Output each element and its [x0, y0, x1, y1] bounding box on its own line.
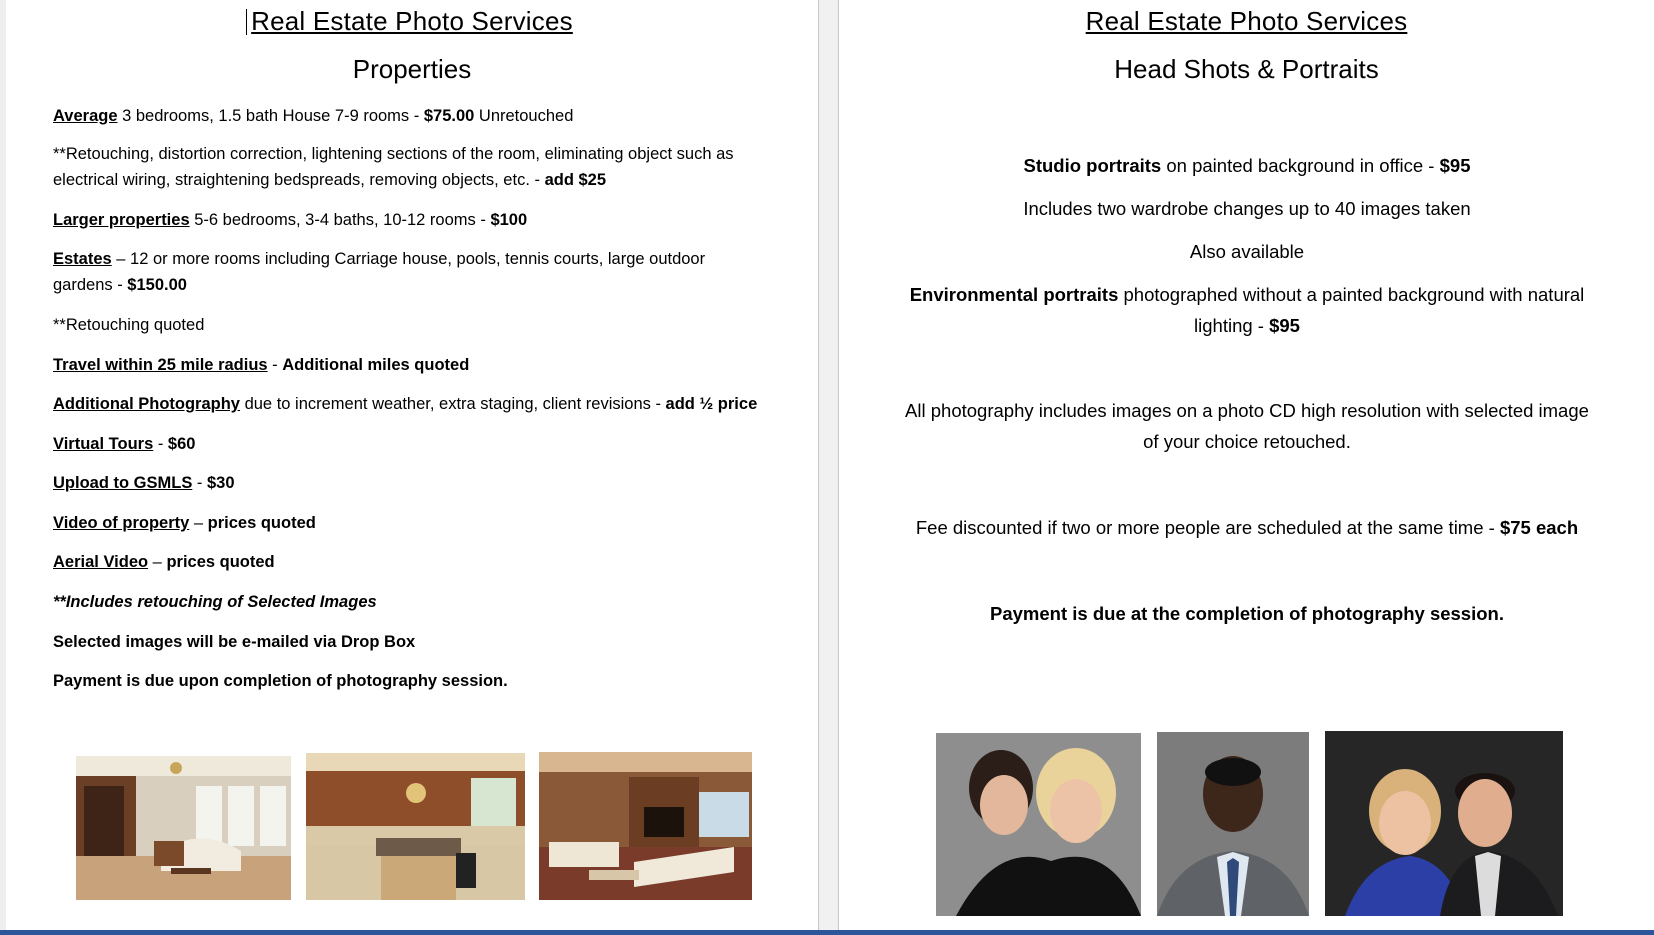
larger-properties-line: Larger properties 5-6 bedrooms, 3-4 baths, 10-12 rooms - $100: [53, 211, 528, 229]
includes-retouching-line: **Includes retouching of Selected Images: [53, 593, 377, 611]
page-subtitle: Properties: [352, 54, 472, 84]
page-subtitle: Head Shots & Portraits: [1114, 54, 1379, 84]
fee-discount-line: Fee discounted if two or more people are scheduled at the same time - $75 each: [915, 517, 1579, 538]
headshot-two-women-photo: [936, 733, 1141, 916]
wardrobe-line: Includes two wardrobe changes up to 40 images taken: [1023, 198, 1471, 219]
page-gap: [820, 0, 837, 932]
payment-line: Payment is due at the completion of photography session.: [990, 603, 1504, 624]
all-photography-line: All photography includes images on a photo CD high resolution with selected image of your choice retouched.: [905, 400, 1589, 452]
page-title: Real Estate Photo Services: [1085, 6, 1408, 36]
retouching-quoted-line: **Retouching quoted: [53, 316, 205, 334]
retouching-line: **Retouching, distortion correction, lightening sections of the room, eliminating object such as electrical wiring, straightening bedspreads, removing objects, etc. - add $25: [53, 145, 734, 189]
aerial-video-line: Aerial Video – prices quoted: [53, 553, 275, 571]
living-room-photo: [76, 756, 291, 900]
travel-line: Travel within 25 mile radius - Additional miles quoted: [53, 356, 470, 374]
document-page-headshots[interactable]: [838, 0, 1654, 932]
studio-portraits-line: Studio portraits on painted background in office - $95: [1023, 155, 1471, 176]
upload-gsmls-line: Upload to GSMLS - $30: [53, 474, 235, 492]
average-line: Average 3 bedrooms, 1.5 bath House 7-9 rooms - $75.00 Unretouched: [53, 107, 574, 125]
additional-photography-line: Additional Photography due to increment weather, extra staging, client revisions - add ½ price: [53, 395, 758, 413]
page-title: Real Estate Photo Services: [251, 6, 573, 36]
kitchen-photo: [306, 753, 525, 900]
virtual-tours-line: Virtual Tours - $60: [53, 435, 196, 453]
family-room-photo: [539, 752, 752, 900]
environmental-portraits-line: Environmental portraits photographed without a painted background with natural lighting - $95: [909, 284, 1585, 336]
also-available-line: Also available: [1189, 241, 1305, 262]
estates-line: Estates – 12 or more rooms including Carriage house, pools, tennis courts, large outdoor gardens - $150.00: [53, 250, 706, 294]
payment-line: Payment is due upon completion of photography session.: [53, 672, 508, 690]
dropbox-line: Selected images will be e-mailed via Drop Box: [53, 633, 416, 651]
headshot-man-photo: [1157, 732, 1309, 916]
document-page-properties[interactable]: [6, 0, 819, 932]
video-line: Video of property – prices quoted: [53, 514, 316, 532]
headshot-couple-photo: [1325, 731, 1563, 916]
status-bar-edge: [0, 930, 1654, 935]
